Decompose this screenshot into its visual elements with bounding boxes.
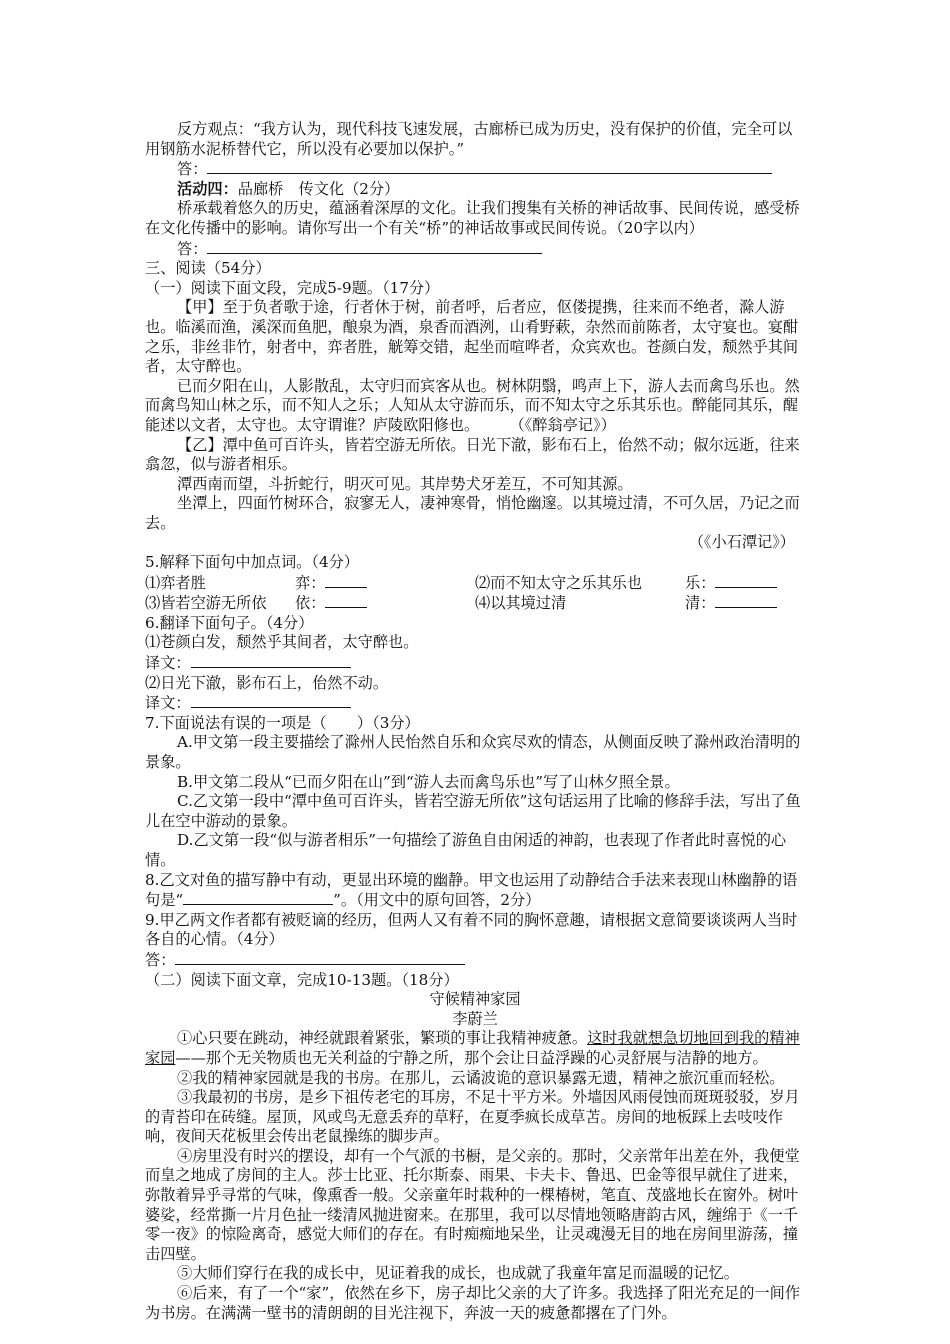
activity4-prompt: 桥承载着悠久的历史，蕴涵着深厚的文化。让我们搜集有关桥的神话故事、民间传说，感受桥在文化传播中的影响。请你写出一个有关“桥”的神话故事或民间传说。（20字以内） — [145, 199, 800, 237]
passage-yi-p3: 坐潭上，四面竹树环合，寂寥无人，凄神寒骨，悄怆幽邃。以其境过清，不可久居，乃记之而去。 — [145, 494, 800, 532]
article-p4: ④房里没有时兴的摆设，却有一个气派的书橱，是父亲的。那时，父亲常年出差在外，我便堂而皇之地成了房间的主人。莎士比亚、托尔斯泰、雨果、卡夫卡、鲁迅、巴金等很早就住了进来，弥散着异乎寻常的气味，像熏香一般。父亲童年时栽种的一棵椿树，笔直、茂盛地长在窗外。树叶婆娑，经常撕一片月色扯一缕清风抛进窗来。在那里，我可以尽情地领略唐韵古风，缠绵于《一千零一夜》的惊险离奇，感觉大师们的存在。有时痴痴地呆坐，让灵魂漫无目的地在房间里游荡，撞击四壁。 — [145, 1146, 800, 1263]
passage-jia-p2: 已而夕阳在山，人影散乱，太守归而宾客从也。树林阴翳，鸣声上下，游人去而禽鸟乐也。然而禽鸟知山林之乐，而不知人之乐；人知从太守游而乐，而不知太守之乐其乐也。醉能同其乐，醒能述以文者，太守也。太守谓谁？庐陵欧阳修也。 （《醉翁亭记》） — [145, 376, 800, 434]
q5-row-1 — [145, 573, 805, 594]
blank[interactable] — [325, 573, 367, 588]
blank[interactable] — [715, 573, 777, 588]
q6-stem: 6.翻译下面句子。（4分） — [145, 613, 314, 632]
q7-option-d[interactable]: D.乙文第一段“似与游者相乐”一句描绘了游鱼自由闲适的神韵，也表现了作者此时喜悦的心情。 — [145, 831, 787, 869]
article-author: 李蔚兰 — [452, 1009, 498, 1028]
q5-item: ⑷以其境过清 清： — [475, 593, 805, 614]
passage-yi-p2: 潭西南而望，斗折蛇行，明灭可见。其岸势犬牙差互，不可知其源。 — [177, 474, 633, 493]
q5-stem: 5.解释下面句中加点词。（4分） — [145, 553, 359, 572]
article-p3: ③我最初的书房，是乡下祖传老宅的耳房，不足十平方米。外墙因风雨侵蚀而斑斑驳驳，岁月的青苔印在砖缝。屋顶，风或鸟无意丢弃的草籽，在夏季疯长成草苫。房间的地板踩上去吱吱作响，夜间天花板里会传出老鼠操练的脚步声。 — [145, 1088, 800, 1146]
section3-heading: 三、阅读（54分） — [145, 259, 271, 278]
exam-page — [145, 120, 805, 1323]
blank[interactable] — [325, 593, 367, 608]
q5-item: ⑶皆若空游无所依 依： — [145, 593, 475, 614]
q6-translation-1[interactable]: 译文： — [145, 653, 805, 674]
answer-line-activity4[interactable]: 答： — [145, 239, 805, 260]
article-p5: ⑤大师们穿行在我的成长中，见证着我的成长，也成就了我童年富足而温暖的记忆。 — [177, 1264, 739, 1283]
q6-sentence-2: ⑵日光下澈，影布石上，佁然不动。 — [145, 673, 388, 692]
q6-sentence-1: ⑴苍颜白发，颓然乎其间者，太守醉也。 — [145, 633, 419, 652]
q5-item: ⑵而不知太守之乐其乐也 乐： — [475, 573, 805, 594]
q7-stem: 7.下面说法有误的一项是（ ）（3分） — [145, 713, 420, 732]
blank[interactable] — [715, 593, 777, 608]
q9-stem: 9.甲乙两文作者都有被贬谪的经历，但两人又有着不同的胸怀意趣，请根据文意简要谈谈两人当时各自的心情。（4分） — [145, 910, 798, 949]
q7-option-b[interactable]: B.甲文第二段从“已而夕阳在山”到“游人去而禽鸟乐也”写了山林夕照全景。 — [177, 772, 680, 791]
part1-heading: （一）阅读下面文段，完成5-9题。（17分） — [145, 278, 440, 297]
article-p6: ⑥后来，有了一个“家”，依然在乡下，房子却比父亲的大了许多。我选择了阳光充足的一间作为书房。在满满一壁书的清朗朗的目光注视下，奔波一天的疲惫都撂在了门外。 — [145, 1284, 801, 1322]
passage-jia-p1: 【甲】至于负者歌于途，行者休于树，前者呼，后者应，伛偻提携，往来而不绝者，滁人游也。临溪而渔，溪深而鱼肥，酿泉为酒，泉香而酒洌，山肴野蔌，杂然而前陈者，太守宴也。宴酣之乐，非丝非竹，射者中，弈者胜，觥筹交错，起坐而喧哗者，众宾欢也。苍颜白发，颓然乎其间者，太守醉也。 — [145, 298, 799, 376]
article-p2: ②我的精神家园就是我的书房。在那儿，云谲波诡的意识暴露无遗，精神之旅沉重而轻松。 — [177, 1068, 785, 1087]
q7-option-c[interactable]: C.乙文第一段中“潭中鱼可百许头，皆若空游无所依”这句话运用了比喻的修辞手法，写出了鱼儿在空中游动的景象。 — [145, 792, 801, 830]
activity4-header: 活动四：品廊桥 传文化（2分） — [177, 179, 400, 198]
q8-blank[interactable] — [183, 890, 333, 905]
underlined-sentence: 这时我就想急切地回到我的精神家园 — [145, 1029, 800, 1067]
part2-heading: （二）阅读下面文章，完成10-13题。（18分） — [145, 970, 459, 989]
passage-yi-source: （《小石潭记》） — [688, 533, 795, 552]
article-title: 守候精神家园 — [429, 990, 521, 1009]
q8-stem: 8.乙文对鱼的描写静中有动，更显出环境的幽静。甲文也运用了动静结合手法来表现山林幽静的语句是“ ”。（用文中的原句回答，2分） — [145, 870, 798, 910]
q7-option-a[interactable]: A.甲文第一段主要描绘了滁州人民怡然自乐和众宾尽欢的情态，从侧面反映了滁州政治清明的景象。 — [145, 733, 801, 771]
article-p1: ①心只要在跳动，神经就跟着紧张，繁琐的事让我精神疲惫。这时我就想急切地回到我的精神家园——那个无关物质也无关利益的宁静之所，那个会让日益浮躁的心灵舒展与洁静的地方。 — [145, 1029, 800, 1067]
q9-answer-line[interactable]: 答： — [145, 950, 805, 971]
q6-translation-2[interactable]: 译文： — [145, 693, 805, 714]
q5-item: ⑴弈者胜 弈： — [145, 573, 475, 594]
opposing-view: 反方观点：“我方认为，现代科技飞速发展，古廊桥已成为历史，没有保护的价值，完全可以用钢筋水泥桥替代它，所以没有必要加以保护。” — [145, 120, 793, 158]
answer-line-activity3[interactable]: 答： — [145, 159, 805, 180]
passage-yi-p1: 【乙】潭中鱼可百许头，皆若空游无所依。日光下澈，影布石上，佁然不动；俶尔远逝，往来翕忽，似与游者相乐。 — [145, 435, 800, 474]
q5-row-2 — [145, 593, 805, 614]
